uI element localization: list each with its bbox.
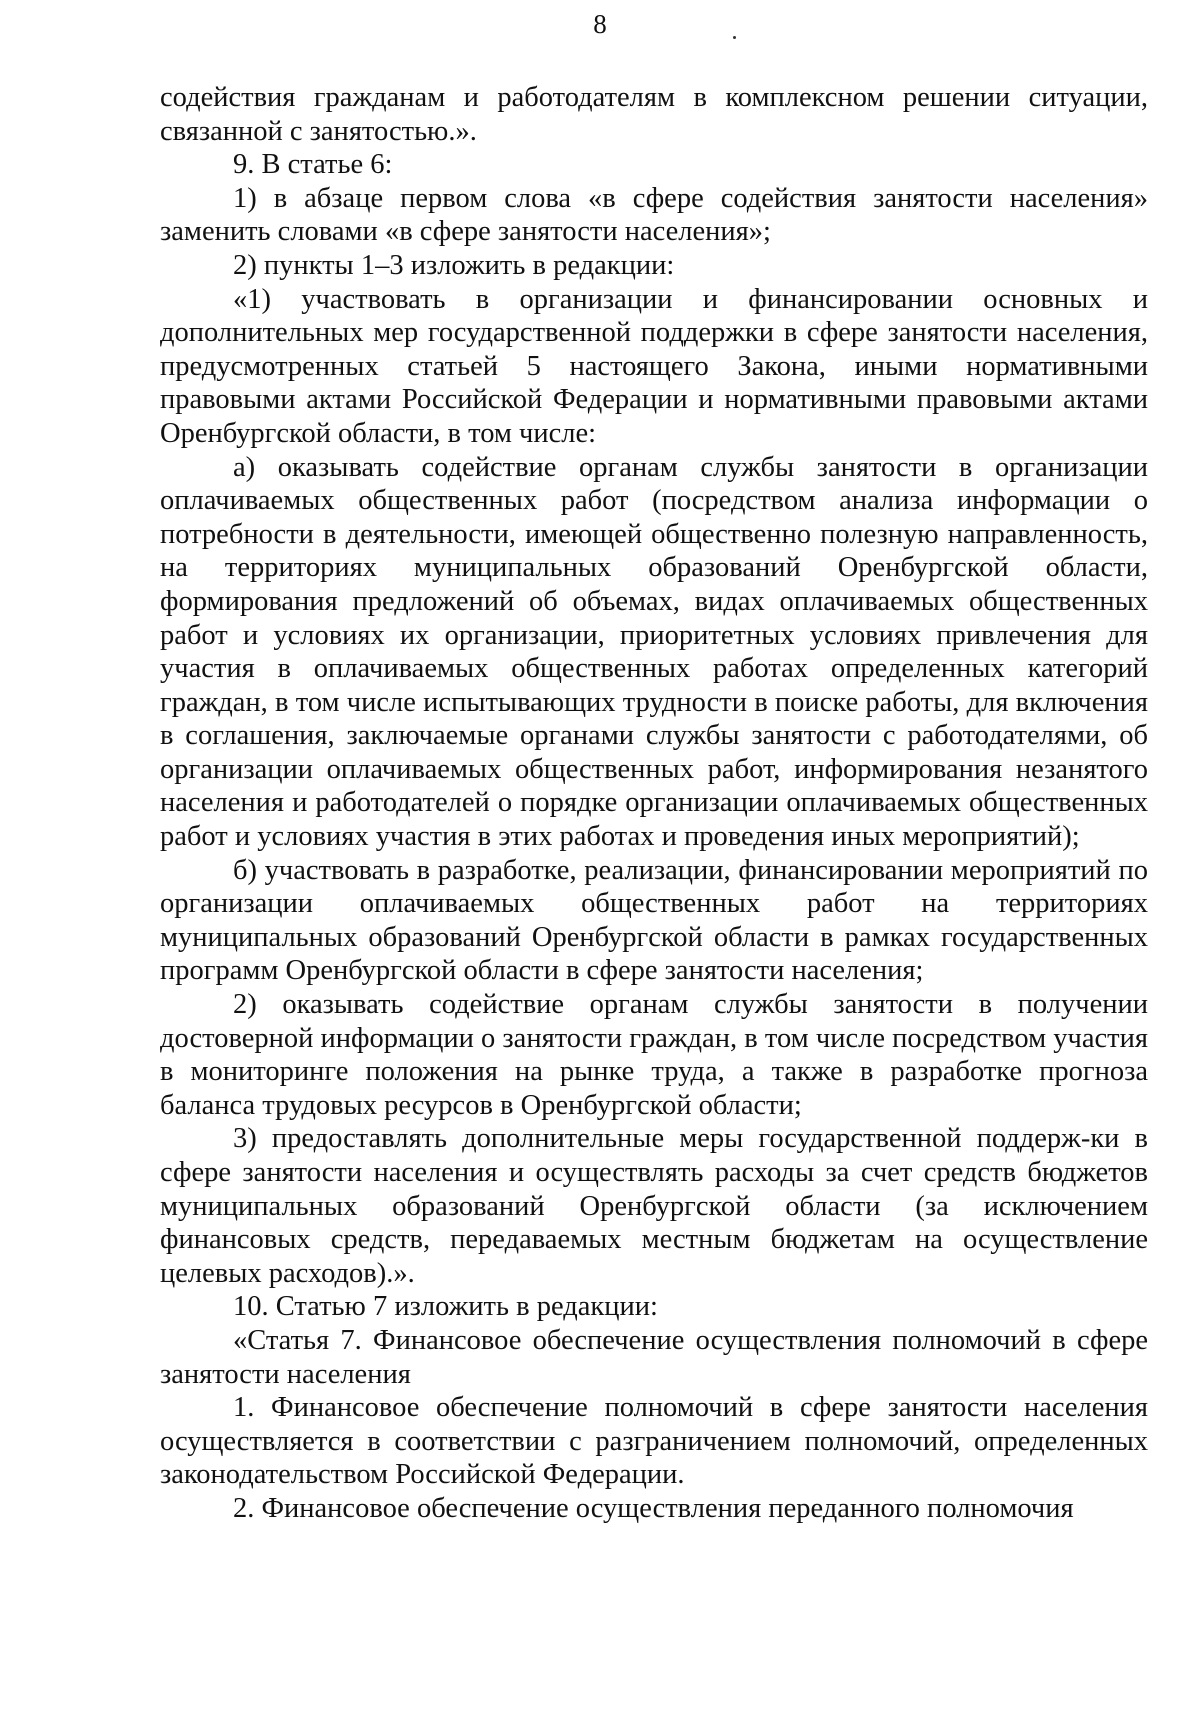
paragraph: содействия гражданам и работодателям в комплексном решении ситуации, связанной с занятостью.». <box>160 82 1148 147</box>
paragraph: а) оказывать содействие органам службы занятости в организации оплачиваемых общественных работ (посредством анализа информации о потребности в деятельности, имеющей общественно полезную направленность, на территориях муниципальных образований Оренбургской области, формирования предложений об объемах, видах оплачиваемых общественных работ и условиях их организации, приоритетных условиях привлечения для участия в оплачиваемых общественных работах определенных категорий граждан, в том числе испытывающих трудности в поиске работы, для включения в соглашения, заключаемые органами службы занятости с работодателями, об организации оплачиваемых общественных работ, информирования незанятого населения и работодателей о порядке организации оплачиваемых общественных работ и условиях участия в этих работах и проведения иных мероприятий); <box>160 451 1148 853</box>
body-text <box>160 81 1148 1526</box>
paragraph: 3) предоставлять дополнительные меры государственной поддерж-ки в сфере занятости населения и осуществлять расходы за счет средств бюджетов муниципальных образований Оренбургской области (за исключением финансовых средств, передаваемых местным бюджетам на осуществление целевых расходов).». <box>160 1123 1148 1289</box>
page-number: 8 <box>593 9 607 39</box>
scan-speck <box>733 36 736 39</box>
paragraph: 2) пункты 1–3 изложить в редакции: <box>233 249 675 281</box>
paragraph: б) участвовать в разработке, реализации, финансировании мероприятий по организации оплачиваемых общественных работ на территориях муниципальных образований Оренбургской области в рамках государственных программ Оренбургской области в сфере занятости населения; <box>160 854 1148 987</box>
paragraph: 9. В статье 6: <box>233 149 393 181</box>
paragraph: 2. Финансовое обеспечение осуществления переданного полномочия <box>233 1492 1074 1524</box>
paragraph: 1. Финансовое обеспечение полномочий в сфере занятости населения осуществляется в соответствии с разграничением полномочий, определенных законодательством Российской Федерации. <box>160 1392 1148 1491</box>
paragraph: 2) оказывать содействие органам службы занятости в получении достоверной информации о занятости граждан, в том числе посредством участия в мониторинге положения на рынке труда, а также в разработке прогноза баланса трудовых ресурсов в Оренбургской области; <box>160 989 1148 1121</box>
paragraph: «Статья 7. Финансовое обеспечение осуществления полномочий в сфере занятости населения <box>160 1324 1148 1390</box>
paragraph: 10. Статью 7 изложить в редакции: <box>233 1291 658 1323</box>
paragraph: 1) в абзаце первом слова «в сфере содействия занятости населения» заменить словами «в сфере занятости населения»; <box>160 182 1148 248</box>
paragraph: «1) участвовать в организации и финансировании основных и дополнительных мер государственной поддержки в сфере занятости населения, предусмотренных статьей 5 настоящего Закона, иными нормативными правовыми актами Российской Федерации и нормативными правовыми актами Оренбургской области, в том числе: <box>160 283 1148 449</box>
